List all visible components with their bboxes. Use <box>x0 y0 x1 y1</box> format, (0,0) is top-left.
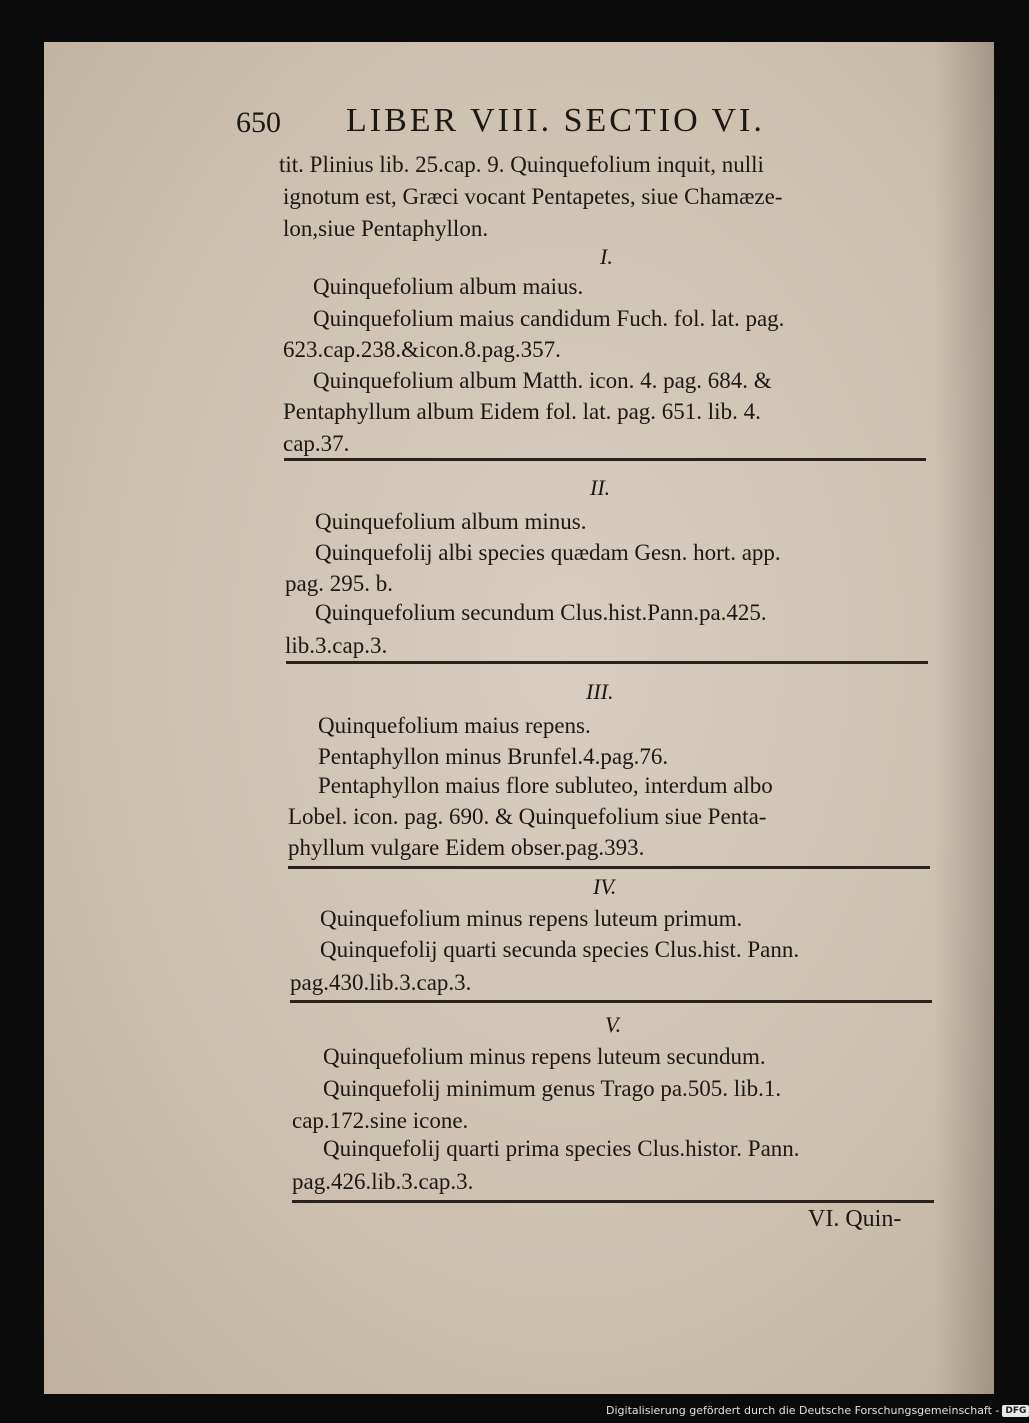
entry-line: Quinquefolij albi species quædam Gesn. hort. app. <box>315 540 781 565</box>
entry-line: pag. 295. b. <box>285 571 393 596</box>
entry-line: Pentaphyllon minus Brunfel.4.pag.76. <box>318 744 669 769</box>
entry-line: Quinquefolij quarti secunda species Clus.hist. Pann. <box>320 937 800 962</box>
section-rule <box>292 1200 934 1203</box>
section-numeral: III. <box>586 679 614 704</box>
section-numeral: I. <box>600 244 613 269</box>
page-number: 650 <box>236 106 281 139</box>
entry-line: Quinquefolium secundum Clus.hist.Pann.pa.425. <box>315 600 767 625</box>
entry-line: lib.3.cap.3. <box>285 633 388 658</box>
entry-line: Quinquefolij quarti prima species Clus.histor. Pann. <box>323 1136 800 1161</box>
intro-line: ignotum est, Græci vocant Pentapetes, siue Chamæze- <box>283 184 783 209</box>
entry-line: Quinquefolij minimum genus Trago pa.505. lib.1. <box>323 1076 782 1101</box>
entry-line: pag.430.lib.3.cap.3. <box>290 970 472 995</box>
entry-line: Quinquefolium album Matth. icon. 4. pag. 684. & <box>313 368 772 393</box>
entry-line: cap.172.sine icone. <box>292 1108 469 1133</box>
entry-line: Quinquefolium minus repens luteum secundum. <box>323 1044 766 1069</box>
page-edge-shadow <box>934 42 994 1394</box>
entry-line: Quinquefolium album minus. <box>315 509 587 534</box>
intro-line: tit. Plinius lib. 25.cap. 9. Quinquefolium inquit, nulli <box>279 152 764 177</box>
entry-line: 623.cap.238.&icon.8.pag.357. <box>283 337 561 362</box>
catchword: VI. Quin- <box>808 1206 902 1232</box>
footer-text: Digitalisierung gefördert durch die Deutsche Forschungsgemeinschaft - <box>606 1404 1000 1417</box>
entry-line: Pentaphyllon maius flore subluteo, interdum albo <box>318 773 773 798</box>
entry-line: Quinquefolium maius candidum Fuch. fol. lat. pag. <box>313 306 785 331</box>
entry-line: cap.37. <box>283 431 350 456</box>
entry-line: Pentaphyllum album Eidem fol. lat. pag. 651. lib. 4. <box>283 399 761 424</box>
section-rule <box>286 661 928 664</box>
footer-credit <box>606 1404 1029 1417</box>
section-numeral: IV. <box>593 874 617 899</box>
entry-line: pag.426.lib.3.cap.3. <box>292 1169 474 1194</box>
page-header <box>236 102 886 142</box>
running-head: LIBER VIII. SECTIO VI. <box>346 102 765 139</box>
entry-line: Lobel. icon. pag. 690. & Quinquefolium siue Penta- <box>288 804 767 829</box>
entry-line: Quinquefolium album maius. <box>313 274 584 299</box>
section-rule <box>290 1000 932 1003</box>
dfg-logo: DFG <box>1002 1405 1029 1417</box>
section-rule <box>284 458 926 461</box>
intro-line: lon,siue Pentaphyllon. <box>283 216 489 241</box>
entry-line: Quinquefolium minus repens luteum primum. <box>320 906 743 931</box>
section-numeral: II. <box>590 475 611 500</box>
entry-line: phyllum vulgare Eidem obser.pag.393. <box>288 835 645 860</box>
entry-line: Quinquefolium maius repens. <box>318 713 591 738</box>
section-numeral: V. <box>605 1012 622 1037</box>
section-rule <box>288 866 930 869</box>
